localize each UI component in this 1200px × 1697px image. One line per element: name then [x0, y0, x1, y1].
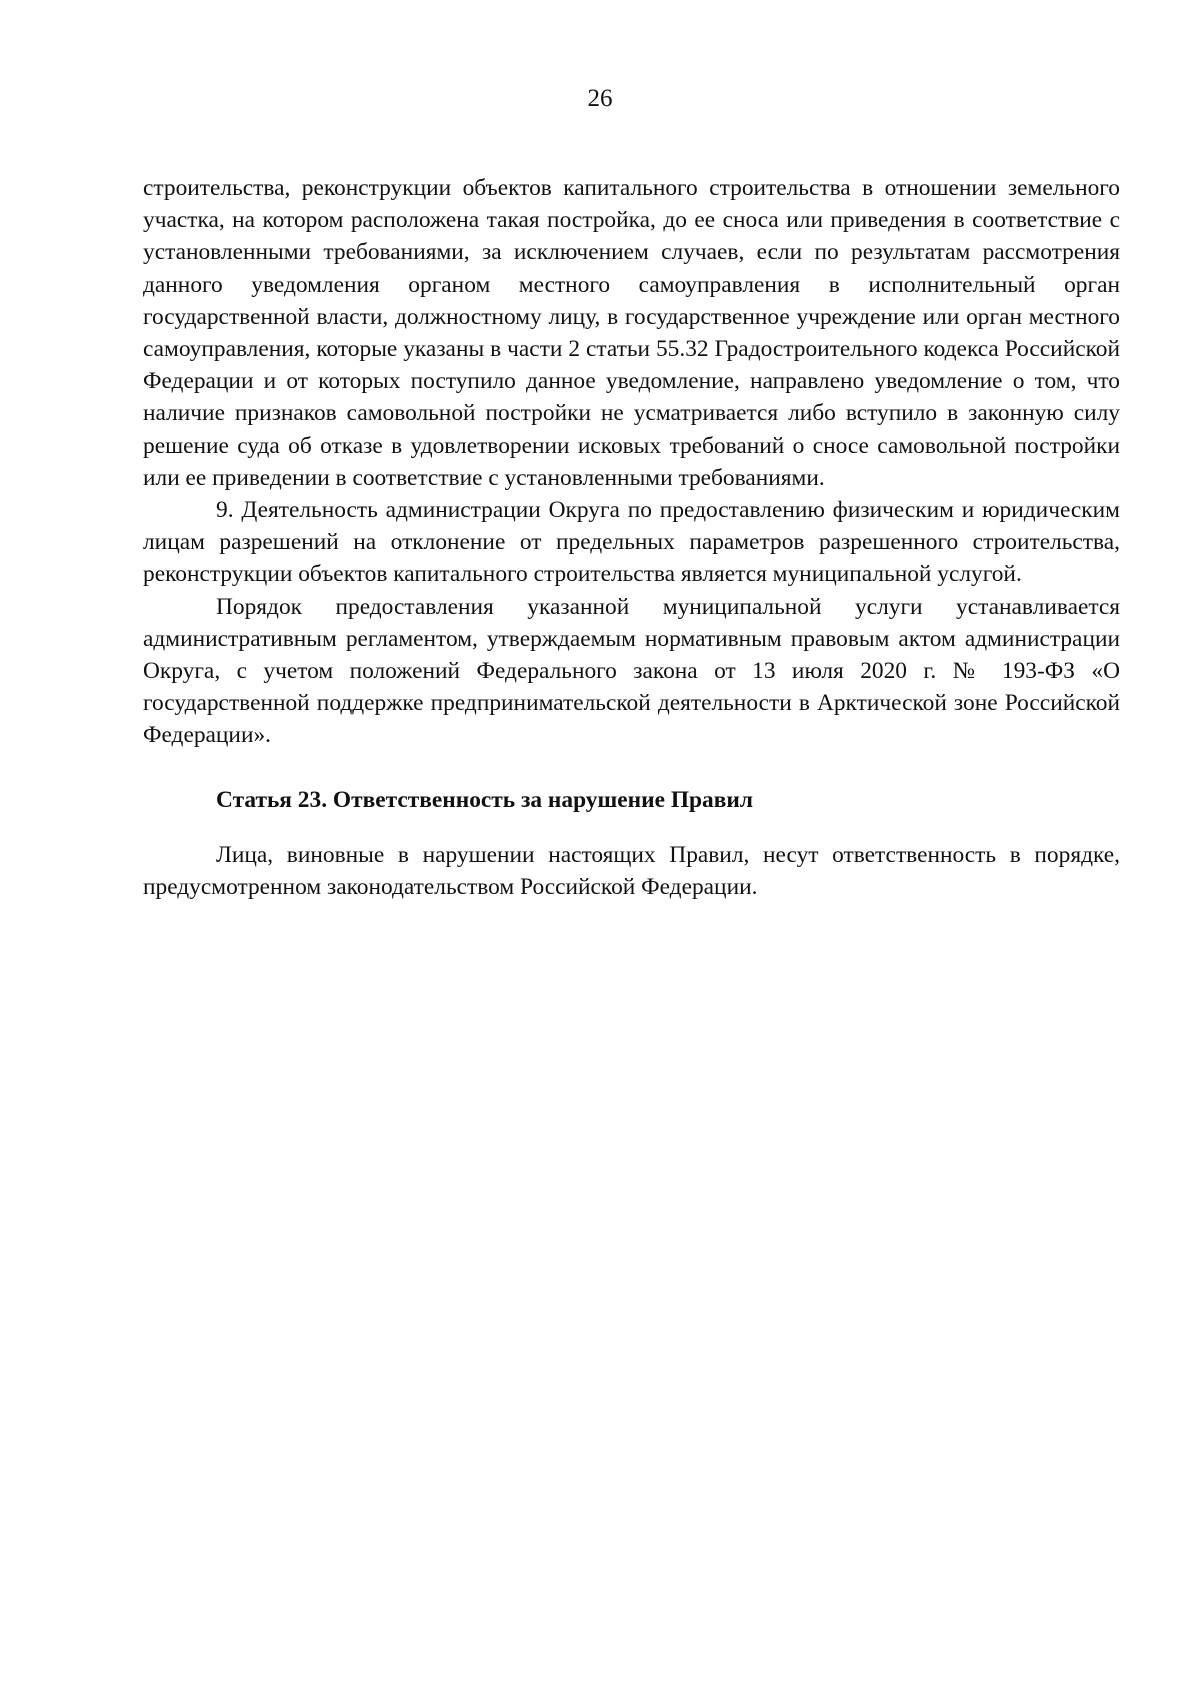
paragraph-continuation: строительства, реконструкции объектов капитального строительства в отношении земельного участка, на котором расположена такая постройка, до ее сноса или приведения в соответствие с установленными требованиями, за исключением случаев, если по результатам рассмотрения данного уведомления органом местного самоуправления в исполнительный орган государственной власти, должностному лицу, в государственное учреждение или орган местного самоуправления, которые указаны в части 2 статьи 55.32 Градостроительного кодекса Российской Федерации и от которых поступило данное уведомление, направлено уведомление о том, что наличие признаков самовольной постройки не усматривается либо вступило в законную силу решение суда об отказе в удовлетворении исковых требований о сносе самовольной постройки или ее приведении в соответствие с установленными требованиями. — [143, 175, 1120, 491]
article-heading: Статья 23. Ответственность за нарушение Правил — [216, 786, 753, 813]
paragraph-procedure: Порядок предоставления указанной муниципальной услуги устанавливается административным регламентом, утверждаемым нормативным правовым актом администрации Округа, с учетом положений Федерального закона от 13 июля 2020 г. № 193-ФЗ «О государственной поддержке предпринимательской деятельности в Арктической зоне Российской Федерации». — [143, 593, 1120, 749]
document-body — [143, 172, 1120, 903]
paragraph-item-9: 9. Деятельность администрации Округа по предоставлению физическим и юридическим лицам разрешений на отклонение от предельных параметров разрешенного строительства, реконструкции объектов капитального строительства является муниципальной услугой. — [143, 497, 1120, 588]
page-number: 26 — [587, 85, 613, 112]
paragraph-liability: Лица, виновные в нарушении настоящих Правил, несут ответственность в порядке, предусмотренном законодательством Российской Федерации. — [143, 841, 1120, 900]
